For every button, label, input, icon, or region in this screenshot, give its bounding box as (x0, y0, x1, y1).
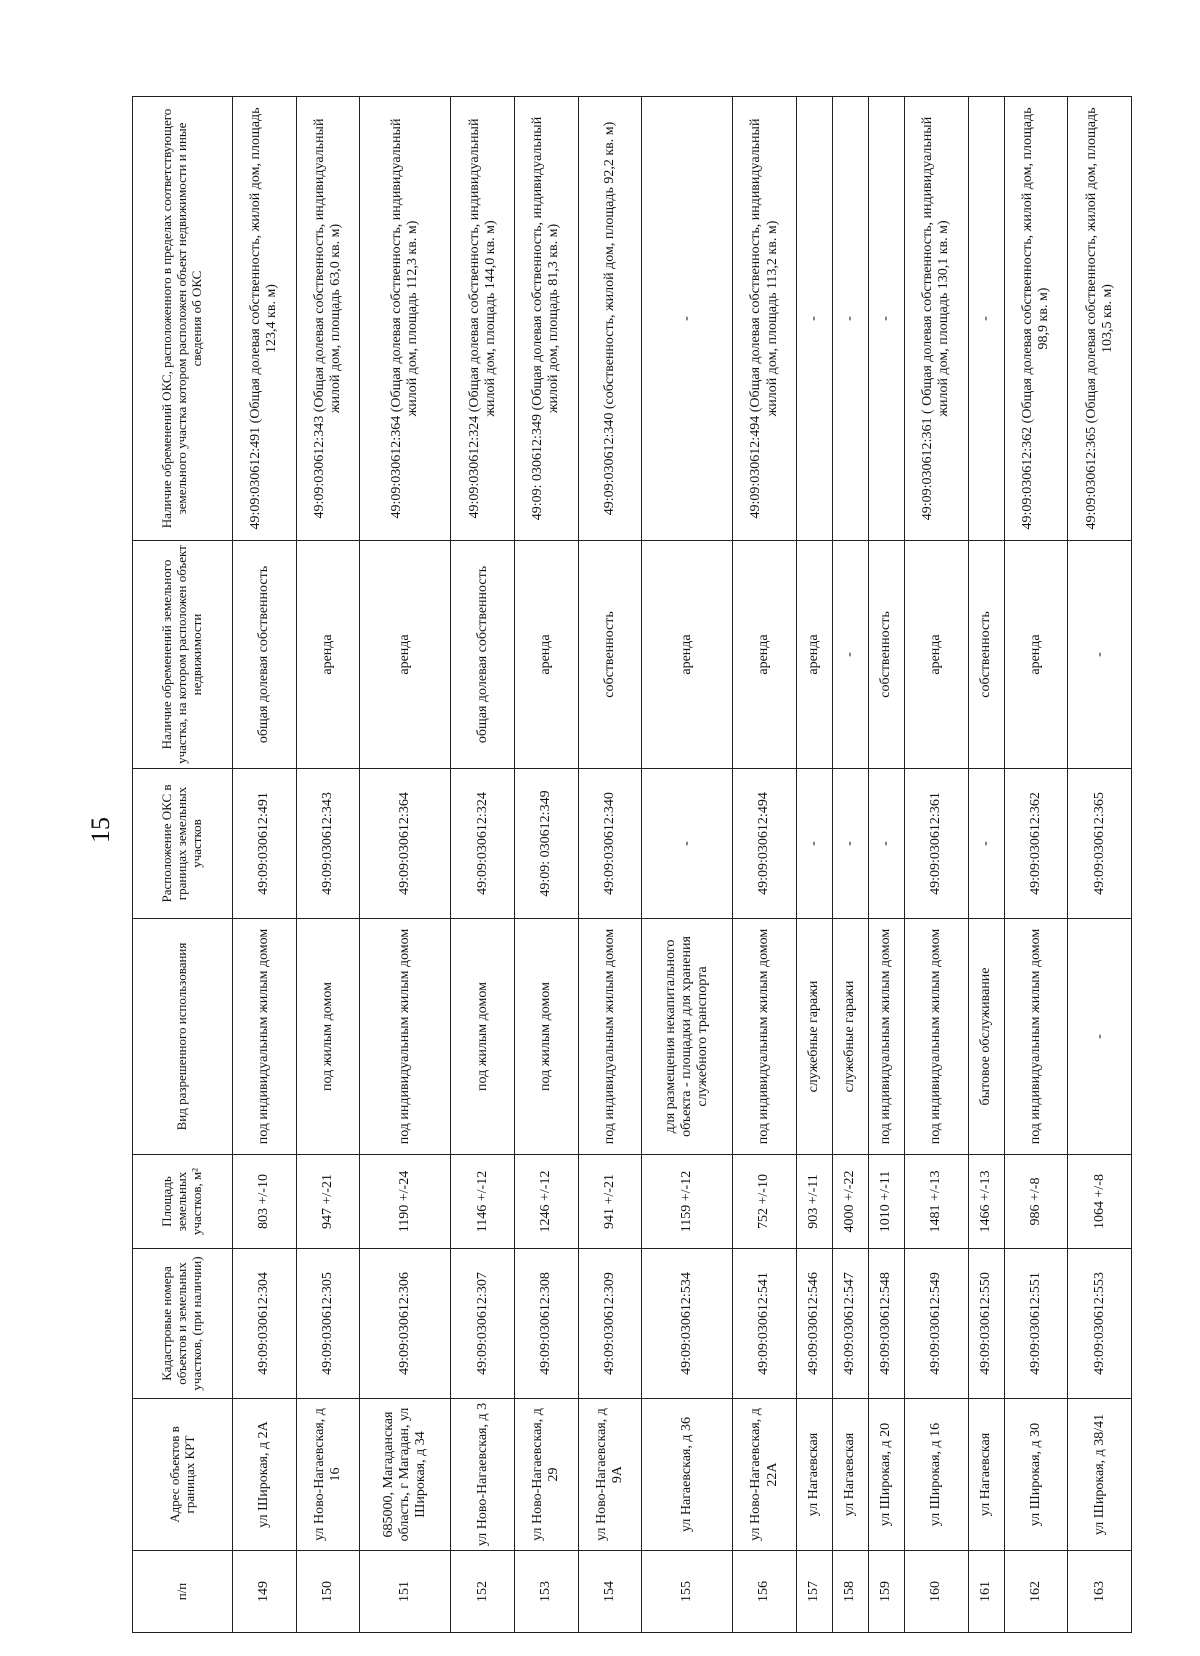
land-encumbrance-cell: общая долевая собственность (451, 541, 515, 769)
area-cell: 1466 +/-13 (968, 1155, 1004, 1249)
oks-location-cell: - (642, 769, 733, 919)
oks-location-cell: 49:09: 030612:349 (514, 769, 578, 919)
header-cell: Площадь земельных участков, м² (133, 1155, 233, 1249)
oks-encumbrance-cell: 49:09:030612:491 (Общая долевая собственность, жилой дом, площадь 123,4 кв. м) (233, 97, 297, 541)
oks-encumbrance-cell: 49:09:030612:494 (Общая долевая собственность, индивидуальный жилой дом, площадь 113,2 кв. м) (733, 97, 797, 541)
page-number: 15 (86, 817, 115, 843)
address-cell: ул Ново-Нагаевская, д 16 (296, 1399, 360, 1551)
land-encumbrance-cell: - (1068, 541, 1132, 769)
permitted-use-cell: под индивидуальным жилым домом (868, 919, 904, 1155)
land-encumbrance-cell: аренда (905, 541, 969, 769)
cadastral-number-cell: 49:09:030612:534 (642, 1249, 733, 1399)
area-cell: 803 +/-10 (233, 1155, 297, 1249)
address-cell: ул Ново-Нагаевская, д 3 (451, 1399, 515, 1551)
oks-location-cell: - (968, 769, 1004, 919)
address-cell: ул Широкая, д 30 (1004, 1399, 1068, 1551)
oks-encumbrance-cell: 49:09:030612:343 (Общая долевая собственность, индивидуальный жилой дом, площадь 63,0 кв. м) (296, 97, 360, 541)
oks-location-cell: 49:09:030612:361 (905, 769, 969, 919)
address-cell: ул Нагаевская, д 36 (642, 1399, 733, 1551)
oks-location-cell: - (796, 769, 832, 919)
header-cell: Расположение ОКС в границах земельных участков (133, 769, 233, 919)
area-cell: 1010 +/-11 (868, 1155, 904, 1249)
permitted-use-cell: - (1068, 919, 1132, 1155)
area-cell: 1481 +/-13 (905, 1155, 969, 1249)
oks-encumbrance-cell: 49:09:030612:365 (Общая долевая собственность, жилой дом, площадь 103,5 кв. м) (1068, 97, 1132, 541)
row-number-cell: 160 (905, 1551, 969, 1633)
cadastral-number-cell: 49:09:030612:307 (451, 1249, 515, 1399)
permitted-use-cell: под жилым домом (451, 919, 515, 1155)
area-cell: 1146 +/-12 (451, 1155, 515, 1249)
cadastral-number-cell: 49:09:030612:546 (796, 1249, 832, 1399)
cadastral-number-cell: 49:09:030612:550 (968, 1249, 1004, 1399)
table-row (1068, 97, 1132, 1633)
land-encumbrance-cell: общая долевая собственность (233, 541, 297, 769)
permitted-use-cell: под индивидуальным жилым домом (360, 919, 451, 1155)
row-number-cell: 157 (796, 1551, 832, 1633)
table-row (360, 97, 451, 1633)
header-cell: Кадастровые номера объектов и земельных участков, (при наличии) (133, 1249, 233, 1399)
land-encumbrance-cell: аренда (360, 541, 451, 769)
row-number-cell: 156 (733, 1551, 797, 1633)
permitted-use-cell: под индивидуальным жилым домом (733, 919, 797, 1155)
land-encumbrance-cell: аренда (296, 541, 360, 769)
oks-location-cell: 49:09:030612:324 (451, 769, 515, 919)
table-row (578, 97, 642, 1633)
address-cell: 685000, Магаданская область, г Магадан, ул Широкая, д 34 (360, 1399, 451, 1551)
table-row (233, 97, 297, 1633)
cadastral-number-cell: 49:09:030612:551 (1004, 1249, 1068, 1399)
area-cell: 903 +/-11 (796, 1155, 832, 1249)
address-cell: ул Нагаевская (796, 1399, 832, 1551)
row-number-cell: 163 (1068, 1551, 1132, 1633)
row-number-cell: 159 (868, 1551, 904, 1633)
address-cell: ул Ново-Нагаевская, д 22А (733, 1399, 797, 1551)
permitted-use-cell: под жилым домом (514, 919, 578, 1155)
row-number-cell: 158 (832, 1551, 868, 1633)
address-cell: ул Широкая, д 38/41 (1068, 1399, 1132, 1551)
oks-encumbrance-cell: - (868, 97, 904, 541)
header-cell: Вид разрешенного использования (133, 919, 233, 1155)
cadastral-number-cell: 49:09:030612:308 (514, 1249, 578, 1399)
area-cell: 752 +/-10 (733, 1155, 797, 1249)
permitted-use-cell: служебные гаражи (832, 919, 868, 1155)
table-row (796, 97, 832, 1633)
area-cell: 1246 +/-12 (514, 1155, 578, 1249)
row-number-cell: 152 (451, 1551, 515, 1633)
address-cell: ул Нагаевская (968, 1399, 1004, 1551)
land-encumbrance-cell: собственность (968, 541, 1004, 769)
land-encumbrance-cell: аренда (642, 541, 733, 769)
table-row (451, 97, 515, 1633)
area-cell: 986 +/-8 (1004, 1155, 1068, 1249)
row-number-cell: 161 (968, 1551, 1004, 1633)
oks-encumbrance-cell: - (968, 97, 1004, 541)
area-cell: 1159 +/-12 (642, 1155, 733, 1249)
cadastral-number-cell: 49:09:030612:548 (868, 1249, 904, 1399)
oks-encumbrance-cell: 49:09:030612:324 (Общая долевая собственность, индивидуальный жилой дом, площадь 144,0 кв. м) (451, 97, 515, 541)
land-encumbrance-cell: собственность (578, 541, 642, 769)
land-encumbrance-cell: аренда (1004, 541, 1068, 769)
table-row (832, 97, 868, 1633)
area-cell: 4000 +/-22 (832, 1155, 868, 1249)
row-number-cell: 155 (642, 1551, 733, 1633)
cadastral-number-cell: 49:09:030612:553 (1068, 1249, 1132, 1399)
cadastral-number-cell: 49:09:030612:541 (733, 1249, 797, 1399)
cadastral-number-cell: 49:09:030612:547 (832, 1249, 868, 1399)
oks-encumbrance-cell: - (642, 97, 733, 541)
table-row (868, 97, 904, 1633)
area-cell: 1064 +/-8 (1068, 1155, 1132, 1249)
permitted-use-cell: под индивидуальным жилым домом (578, 919, 642, 1155)
cadastral-number-cell: 49:09:030612:309 (578, 1249, 642, 1399)
oks-location-cell: 49:09:030612:365 (1068, 769, 1132, 919)
oks-encumbrance-cell: 49:09:030612:361 ( Общая долевая собственность, индивидуальный жилой дом, площадь 130,1 кв. м) (905, 97, 969, 541)
table-header-row (133, 97, 233, 1633)
row-number-cell: 162 (1004, 1551, 1068, 1633)
area-cell: 1190 +/-24 (360, 1155, 451, 1249)
oks-location-cell: 49:09:030612:340 (578, 769, 642, 919)
oks-encumbrance-cell: 49:09:030612:340 (собственность, жилой дом, площадь 92,2 кв. м) (578, 97, 642, 541)
header-cell: Адрес объектов в границах КРТ (133, 1399, 233, 1551)
land-encumbrance-cell: - (832, 541, 868, 769)
row-number-cell: 153 (514, 1551, 578, 1633)
land-encumbrance-cell: аренда (514, 541, 578, 769)
oks-location-cell: 49:09:030612:364 (360, 769, 451, 919)
address-cell: ул Ново-Нагаевская, д 29 (514, 1399, 578, 1551)
oks-location-cell: - (868, 769, 904, 919)
permitted-use-cell: служебные гаражи (796, 919, 832, 1155)
address-cell: ул Широкая, д 20 (868, 1399, 904, 1551)
address-cell: ул Ново-Нагаевская, д 9А (578, 1399, 642, 1551)
permitted-use-cell: под индивидуальным жилым домом (233, 919, 297, 1155)
land-encumbrance-cell: аренда (733, 541, 797, 769)
table-row (514, 97, 578, 1633)
property-registry-table (132, 96, 1132, 1633)
row-number-cell: 150 (296, 1551, 360, 1633)
oks-location-cell: 49:09:030612:362 (1004, 769, 1068, 919)
oks-location-cell: 49:09:030612:491 (233, 769, 297, 919)
table-row (905, 97, 969, 1633)
land-encumbrance-cell: собственность (868, 541, 904, 769)
permitted-use-cell: под индивидуальным жилым домом (1004, 919, 1068, 1155)
oks-encumbrance-cell: 49:09:030612:362 (Общая долевая собственность, жилой дом, площадь 98,9 кв. м) (1004, 97, 1068, 541)
oks-location-cell: 49:09:030612:343 (296, 769, 360, 919)
cadastral-number-cell: 49:09:030612:304 (233, 1249, 297, 1399)
header-cell: п/п (133, 1551, 233, 1633)
oks-encumbrance-cell: - (832, 97, 868, 541)
area-cell: 941 +/-21 (578, 1155, 642, 1249)
permitted-use-cell: для размещения некапитального объекта - площадки для хранения служебного транспорта (642, 919, 733, 1155)
address-cell: ул Нагаевская (832, 1399, 868, 1551)
address-cell: ул Широкая, д 2А (233, 1399, 297, 1551)
table-row (968, 97, 1004, 1633)
cadastral-number-cell: 49:09:030612:305 (296, 1249, 360, 1399)
rotated-table-container (132, 97, 1132, 1633)
permitted-use-cell: под индивидуальным жилым домом (905, 919, 969, 1155)
permitted-use-cell: под жилым домом (296, 919, 360, 1155)
header-cell: Наличие обременений ОКС, расположенного в пределах соответствующего земельного участка котором расположен объект недвижимости и иные сведения об ОКС (133, 97, 233, 541)
oks-location-cell: - (832, 769, 868, 919)
cadastral-number-cell: 49:09:030612:549 (905, 1249, 969, 1399)
oks-encumbrance-cell: - (796, 97, 832, 541)
row-number-cell: 149 (233, 1551, 297, 1633)
oks-location-cell: 49:09:030612:494 (733, 769, 797, 919)
row-number-cell: 154 (578, 1551, 642, 1633)
permitted-use-cell: бытовое обслуживание (968, 919, 1004, 1155)
land-encumbrance-cell: аренда (796, 541, 832, 769)
header-cell: Наличие обременений земельного участка, на котором расположен объект недвижимости (133, 541, 233, 769)
oks-encumbrance-cell: 49:09: 030612:349 (Общая долевая собственность, индивидуальный жилой дом, площадь 81,3 кв. м) (514, 97, 578, 541)
table-row (642, 97, 733, 1633)
cadastral-number-cell: 49:09:030612:306 (360, 1249, 451, 1399)
address-cell: ул Широкая, д 16 (905, 1399, 969, 1551)
row-number-cell: 151 (360, 1551, 451, 1633)
oks-encumbrance-cell: 49:09:030612:364 (Общая долевая собственность, индивидуальный жилой дом, площадь 112,3 кв. м) (360, 97, 451, 541)
table-row (733, 97, 797, 1633)
area-cell: 947 +/-21 (296, 1155, 360, 1249)
table-row (1004, 97, 1068, 1633)
table-row (296, 97, 360, 1633)
